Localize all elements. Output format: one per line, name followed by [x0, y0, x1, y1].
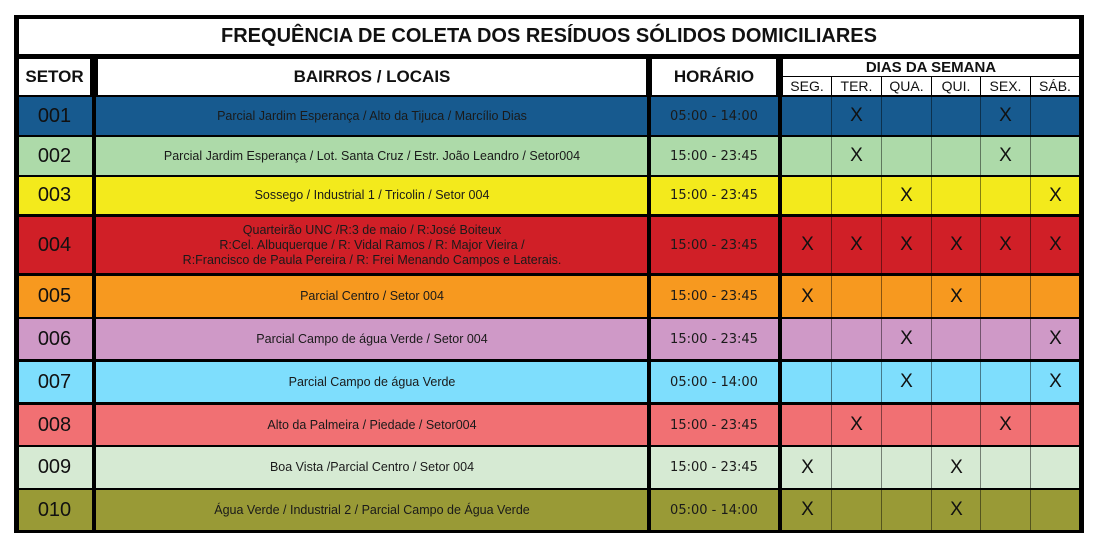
- bairros-line: Parcial Campo de água Verde: [288, 374, 456, 389]
- day-divider: [931, 447, 932, 488]
- day-cell-qua: [882, 276, 931, 317]
- column-divider: [778, 319, 782, 359]
- day-cell-ter: [832, 177, 881, 214]
- day-cell-sab: [1031, 490, 1080, 530]
- column-divider: [647, 177, 651, 214]
- bairros-cell: [98, 217, 646, 273]
- day-cell-qui: [932, 177, 981, 214]
- day-divider: [1030, 405, 1031, 445]
- column-divider: [92, 490, 96, 530]
- column-divider: [778, 137, 782, 175]
- bairros-cell: [98, 97, 646, 135]
- horario-cell: 15:00 - 23:45: [670, 331, 758, 347]
- day-cell-ter: X: [850, 105, 863, 126]
- table-row: [19, 217, 1079, 273]
- day-cell-ter: X: [850, 414, 863, 435]
- setor-cell: 005: [37, 285, 72, 307]
- day-cell-qui: [932, 362, 981, 402]
- day-cell-qui: [932, 137, 981, 175]
- bairros-line: Parcial Jardim Esperança / Alto da Tijuca / Marcílio Dias: [217, 108, 527, 123]
- column-divider: [647, 276, 651, 317]
- day-divider: [881, 177, 882, 214]
- day-cell-sab: X: [1049, 371, 1062, 392]
- day-divider: [831, 177, 832, 214]
- day-divider: [1030, 447, 1031, 488]
- column-divider: [92, 97, 96, 135]
- column-divider: [92, 362, 96, 402]
- day-divider: [881, 137, 882, 175]
- column-divider: [647, 490, 651, 530]
- day-cell-ter: [832, 362, 881, 402]
- table-row: [19, 276, 1079, 317]
- column-divider: [647, 447, 651, 488]
- column-divider: [92, 177, 96, 214]
- day-divider: [881, 217, 882, 273]
- day-cell-sex: X: [999, 145, 1012, 166]
- day-divider: [931, 97, 932, 135]
- day-divider: [1030, 362, 1031, 402]
- day-divider: [831, 319, 832, 359]
- header-setor: SETOR: [19, 59, 90, 95]
- column-divider: [647, 217, 651, 273]
- day-divider: [1030, 319, 1031, 359]
- day-cell-ter: [832, 276, 881, 317]
- horario-cell: 15:00 - 23:45: [670, 417, 758, 433]
- day-divider: [831, 97, 832, 135]
- day-divider: [931, 137, 932, 175]
- table-row: [19, 447, 1079, 488]
- day-cell-seg: X: [801, 499, 814, 520]
- day-cell-sab: X: [1049, 184, 1062, 206]
- bairros-cell: [98, 447, 646, 488]
- day-divider: [1030, 490, 1031, 530]
- day-cell-ter: [832, 447, 881, 488]
- day-cell-qua: [882, 447, 931, 488]
- setor-cell: 002: [37, 144, 72, 167]
- day-cell-sab: X: [1049, 234, 1062, 255]
- table-row: [19, 97, 1079, 135]
- day-divider: [931, 217, 932, 273]
- column-divider: [92, 137, 96, 175]
- day-cell-qua: X: [900, 328, 913, 349]
- day-cell-sab: [1031, 405, 1080, 445]
- day-divider: [980, 177, 981, 214]
- day-divider: [831, 217, 832, 273]
- day-cell-qua: X: [900, 234, 913, 255]
- column-divider: [647, 362, 651, 402]
- day-cell-qui: X: [950, 499, 963, 520]
- bairros-line: Parcial Centro / Setor 004: [300, 289, 444, 303]
- bairros-line: R:Francisco de Paula Pereira / R: Frei Menando Campos e Laterais.: [182, 252, 562, 267]
- day-cell-seg: X: [801, 456, 814, 478]
- column-divider: [92, 276, 96, 317]
- day-cell-sex: X: [999, 234, 1012, 255]
- day-divider: [831, 362, 832, 402]
- day-cell-qua: [882, 405, 931, 445]
- setor-cell: 008: [37, 413, 72, 436]
- table-row: [19, 405, 1079, 445]
- day-cell-ter: X: [850, 145, 863, 166]
- day-divider: [1030, 276, 1031, 317]
- day-divider: [931, 276, 932, 317]
- horario-cell: 15:00 - 23:45: [670, 188, 758, 203]
- bairros-cell: [98, 362, 646, 402]
- day-cell-sex: [981, 177, 1030, 214]
- day-divider: [980, 137, 981, 175]
- day-divider: [881, 97, 882, 135]
- day-divider: [931, 319, 932, 359]
- day-divider: [831, 405, 832, 445]
- day-cell-qua: [882, 97, 931, 135]
- setor-cell: 010: [37, 498, 72, 521]
- day-cell-qua: [882, 137, 931, 175]
- bairros-cell: [98, 137, 646, 175]
- day-divider: [980, 276, 981, 317]
- bairros-line: Sossego / Industrial 1 / Tricolin / Setor 004: [254, 188, 490, 202]
- horario-cell: 15:00 - 23:45: [670, 237, 758, 253]
- day-divider: [881, 490, 882, 530]
- header-bairros: BAIRROS / LOCAIS: [98, 59, 646, 95]
- setor-cell: 009: [37, 456, 72, 478]
- setor-cell: 007: [37, 370, 72, 393]
- day-cell-seg: X: [801, 285, 814, 307]
- day-cell-seg: X: [801, 234, 814, 255]
- day-cell-sab: [1031, 97, 1080, 135]
- header-horario: HORÁRIO: [652, 59, 776, 95]
- day-divider: [1030, 137, 1031, 175]
- table-row: [19, 319, 1079, 359]
- header-day-seg: SEG.: [783, 77, 831, 95]
- bairros-line: Parcial Jardim Esperança / Lot. Santa Cruz / Estr. João Leandro / Setor004: [163, 148, 581, 163]
- column-divider: [647, 319, 651, 359]
- day-cell-sex: [981, 319, 1030, 359]
- bairros-cell: [98, 177, 646, 214]
- horario-cell: 15:00 - 23:45: [670, 460, 758, 475]
- day-cell-qui: X: [950, 234, 963, 255]
- day-cell-qua: [882, 490, 931, 530]
- day-cell-sab: [1031, 447, 1080, 488]
- column-divider: [778, 490, 782, 530]
- day-cell-qui: X: [950, 285, 963, 307]
- horario-cell: 05:00 - 14:00: [670, 502, 758, 518]
- day-divider: [1030, 97, 1031, 135]
- horario-cell: 05:00 - 14:00: [670, 108, 758, 124]
- header-day-qua: QUA.: [882, 77, 931, 95]
- day-divider: [831, 137, 832, 175]
- horario-cell: 15:00 - 23:45: [670, 148, 758, 164]
- setor-cell: 004: [37, 233, 72, 256]
- day-divider: [980, 490, 981, 530]
- day-divider: [881, 319, 882, 359]
- day-cell-seg: [783, 177, 832, 214]
- column-divider: [92, 405, 96, 445]
- day-cell-sex: X: [999, 105, 1012, 126]
- day-cell-sex: X: [999, 414, 1012, 435]
- day-divider: [1030, 177, 1031, 214]
- header-day-sab: SÁB.: [1031, 77, 1079, 95]
- column-divider: [647, 137, 651, 175]
- day-divider: [831, 447, 832, 488]
- column-divider: [778, 97, 782, 135]
- day-cell-ter: [832, 319, 881, 359]
- bairros-line: Parcial Campo de água Verde / Setor 004: [256, 331, 488, 346]
- day-cell-qui: [932, 405, 981, 445]
- column-divider: [647, 97, 651, 135]
- header-dias-title: DIAS DA SEMANA: [783, 59, 1079, 76]
- day-cell-sex: [981, 490, 1030, 530]
- day-cell-qua: X: [900, 184, 913, 206]
- day-cell-seg: [783, 137, 832, 175]
- table-row: [19, 490, 1079, 530]
- column-divider: [92, 447, 96, 488]
- day-divider: [1030, 217, 1031, 273]
- header-dias-da-semana: [783, 59, 1079, 95]
- day-cell-sab: [1031, 137, 1080, 175]
- day-divider: [881, 405, 882, 445]
- setor-cell: 003: [37, 184, 72, 206]
- day-divider: [980, 217, 981, 273]
- day-cell-seg: [783, 405, 832, 445]
- header-day-qui: QUI.: [932, 77, 980, 95]
- setor-cell: 001: [37, 104, 72, 127]
- day-cell-ter: X: [850, 234, 863, 255]
- day-cell-sex: [981, 276, 1030, 317]
- bairros-line: R:Cel. Albuquerque / R: Vidal Ramos / R: Major Vieira /: [219, 237, 525, 252]
- day-divider: [980, 405, 981, 445]
- day-divider: [980, 319, 981, 359]
- column-divider: [778, 276, 782, 317]
- day-divider: [980, 97, 981, 135]
- bairros-line: Alto da Palmeira / Piedade / Setor004: [267, 417, 477, 432]
- horario-cell: 15:00 - 23:45: [670, 289, 758, 304]
- day-cell-qui: X: [950, 456, 963, 478]
- table-title: FREQUÊNCIA DE COLETA DOS RESÍDUOS SÓLIDOS DOMICILIARES: [19, 19, 1079, 54]
- day-cell-qui: [932, 97, 981, 135]
- table-row: [19, 177, 1079, 214]
- day-cell-qua: X: [900, 371, 913, 392]
- day-cell-seg: [783, 319, 832, 359]
- column-divider: [778, 405, 782, 445]
- day-cell-sex: [981, 447, 1030, 488]
- day-cell-sab: X: [1049, 328, 1062, 349]
- column-divider: [778, 177, 782, 214]
- bairros-cell: [98, 319, 646, 359]
- column-divider: [778, 362, 782, 402]
- day-cell-sex: [981, 362, 1030, 402]
- table-row: [19, 137, 1079, 175]
- day-divider: [931, 177, 932, 214]
- column-divider: [92, 319, 96, 359]
- header-day-sex: SEX.: [981, 77, 1030, 95]
- day-divider: [831, 490, 832, 530]
- bairros-line: Boa Vista /Parcial Centro / Setor 004: [269, 460, 475, 474]
- day-cell-seg: [783, 97, 832, 135]
- day-divider: [881, 276, 882, 317]
- horario-cell: 05:00 - 14:00: [670, 374, 758, 390]
- setor-cell: 006: [37, 327, 72, 350]
- bairros-line: Quarteirão UNC /R:3 de maio / R:José Boiteux: [242, 222, 502, 237]
- table-row: [19, 362, 1079, 402]
- day-divider: [881, 362, 882, 402]
- day-cell-ter: [832, 490, 881, 530]
- day-divider: [980, 447, 981, 488]
- bairros-cell: [98, 405, 646, 445]
- day-divider: [980, 362, 981, 402]
- column-divider: [778, 447, 782, 488]
- day-cell-seg: [783, 362, 832, 402]
- day-divider: [931, 405, 932, 445]
- day-divider: [831, 276, 832, 317]
- bairros-cell: [98, 490, 646, 530]
- column-divider: [778, 217, 782, 273]
- bairros-cell: [98, 276, 646, 317]
- day-cell-qui: [932, 319, 981, 359]
- day-divider: [931, 490, 932, 530]
- header-day-ter: TER.: [832, 77, 881, 95]
- bairros-line: Água Verde / Industrial 2 / Parcial Campo de Água Verde: [214, 502, 530, 517]
- day-cell-sab: [1031, 276, 1080, 317]
- day-divider: [931, 362, 932, 402]
- day-divider: [881, 447, 882, 488]
- column-divider: [92, 217, 96, 273]
- column-divider: [647, 405, 651, 445]
